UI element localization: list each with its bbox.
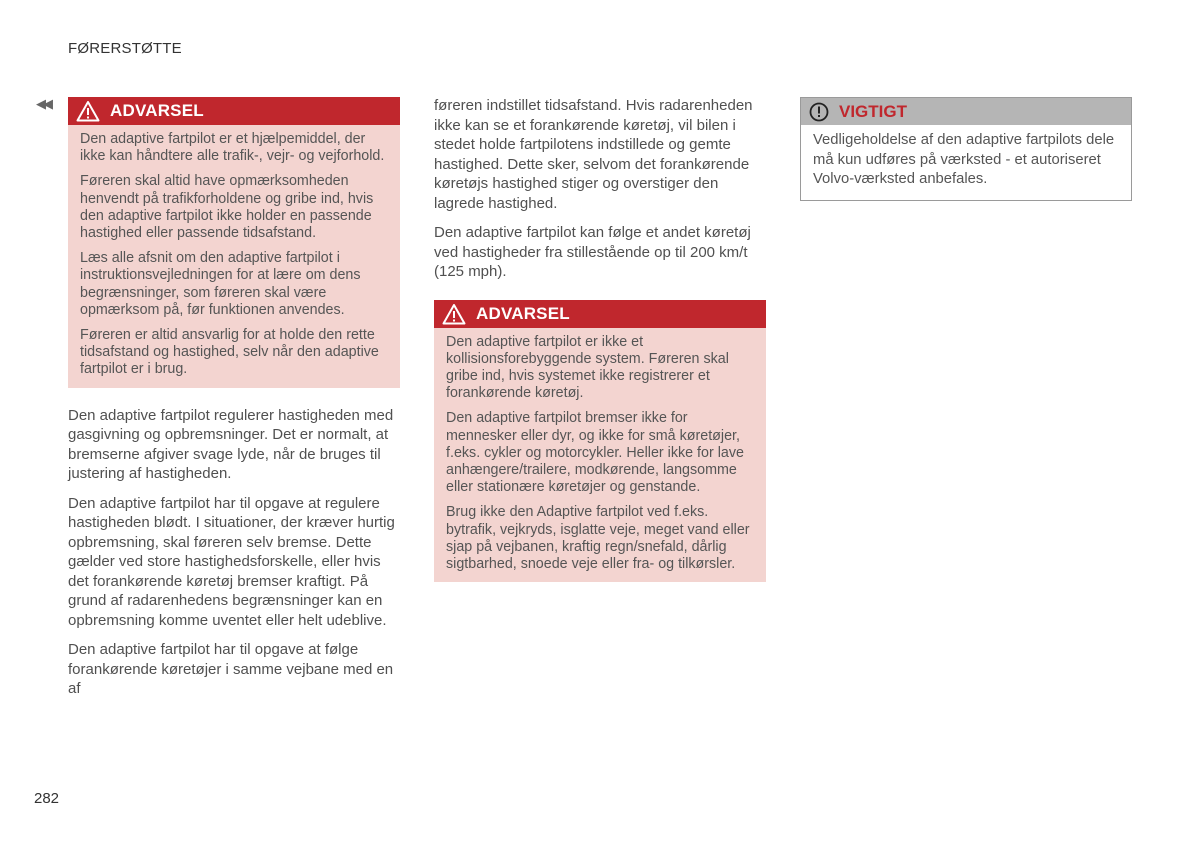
body-paragraph: Den adaptive fartpilot regulerer hastigheden med gasgivning og opbremsninger. Det er normalt, at bremserne afgiver svage lyde, når de bruges til justering af hastigheden. bbox=[68, 406, 394, 483]
important-body bbox=[801, 125, 1131, 200]
warning-paragraph: Læs alle afsnit om den adaptive fartpilot i instruktionsvejledningen for at lære om dens begrænsninger, som føreren skal være opmærksom på, før funktionen anvendes. bbox=[80, 250, 361, 318]
exclamation-circle-icon bbox=[809, 102, 829, 122]
section-header: FØRERSTØTTE bbox=[68, 40, 182, 57]
important-paragraph: Vedligeholdelse af den adaptive fartpilots dele må kun udføres på værksted - et autoriseret Volvo-værksted anbefales. bbox=[813, 132, 1115, 187]
important-box bbox=[800, 97, 1132, 201]
important-header bbox=[801, 98, 1131, 125]
body-paragraph: Den adaptive fartpilot kan følge et andet køretøj ved hastigheder fra stillestående op til 200 km/t (125 mph). bbox=[434, 224, 751, 280]
body-paragraph: Den adaptive fartpilot har til opgave at regulere hastigheden blødt. I situationer, der kræver hurtig opbremsning, skal føreren selv bremse. Dette gælder ved store hastighedsforskelle, eller hvis det forankørende køretøj bremser kraftigt. På grund af radarenhedens begrænsninger kan en opbremsning komme uventet eller helt udeblive. bbox=[68, 494, 395, 629]
warning-header bbox=[68, 97, 400, 125]
warning-paragraph: Føreren skal altid have opmærksomheden henvendt på trafikforholdene og gribe ind, hvis den adaptive fartpilot ikke holder en passende hastighed eller passende tidsafstand. bbox=[80, 173, 374, 242]
column-1 bbox=[68, 97, 400, 709]
warning-title: ADVARSEL bbox=[110, 101, 204, 120]
warning-paragraph: Føreren er altid ansvarlig for at holde den rette tidsafstand og hastighed, selv når den adaptive fartpilot er i brug. bbox=[80, 327, 379, 378]
page-number: 282 bbox=[34, 790, 60, 807]
warning-body bbox=[434, 328, 766, 583]
warning-paragraph: Den adaptive fartpilot er et hjælpemiddel, der ikke kan håndtere alle trafik-, vejr- og vejforhold. bbox=[80, 131, 385, 165]
warning-paragraph: Brug ikke den Adaptive fartpilot ved f.eks. bytrafik, vejkryds, isglatte veje, meget vand eller sjap på vejbanen, kraftig regn/snefald, dårlig sigtbarhed, snoede veje eller fra- og tilkørsler. bbox=[446, 504, 750, 572]
warning-title: ADVARSEL bbox=[476, 303, 570, 323]
warning-paragraph: Den adaptive fartpilot bremser ikke for mennesker eller dyr, og ikke for små køretøjer, f.eks. cykler og motorcykler. Heller ikke for lave anhængere/trailere, modkørende, langsomme eller stationære køretøjer og genstande. bbox=[446, 410, 744, 496]
column-3 bbox=[800, 97, 1132, 201]
warning-box-2 bbox=[434, 300, 766, 583]
column-2 bbox=[434, 96, 766, 582]
important-title: VIGTIGT bbox=[839, 101, 907, 121]
body-paragraph: Den adaptive fartpilot har til opgave at følge forankørende køretøjer i samme vejbane med en af bbox=[68, 641, 394, 698]
warning-box-1 bbox=[68, 97, 400, 388]
back-marker-icon[interactable]: ◀◀ bbox=[36, 96, 50, 111]
body-text bbox=[68, 406, 400, 699]
warning-triangle-icon bbox=[76, 100, 100, 122]
warning-body bbox=[68, 125, 400, 388]
body-paragraph: føreren indstillet tidsafstand. Hvis radarenheden ikke kan se et forankørende køretøj, vil bilen i stedet holde fartpilotens indstillede og gemte hastighed. Dette sker, selvom det forankørende køretøjs hastighed stiger og overstiger den lagrede hastighed. bbox=[434, 97, 753, 212]
warning-header bbox=[434, 300, 766, 328]
warning-triangle-icon bbox=[442, 303, 466, 325]
warning-paragraph: Den adaptive fartpilot er ikke et kollisionsforebyggende system. Føreren skal gribe ind, hvis systemet ikke registrerer et forankørende køretøj. bbox=[446, 333, 729, 402]
body-text bbox=[434, 96, 766, 282]
